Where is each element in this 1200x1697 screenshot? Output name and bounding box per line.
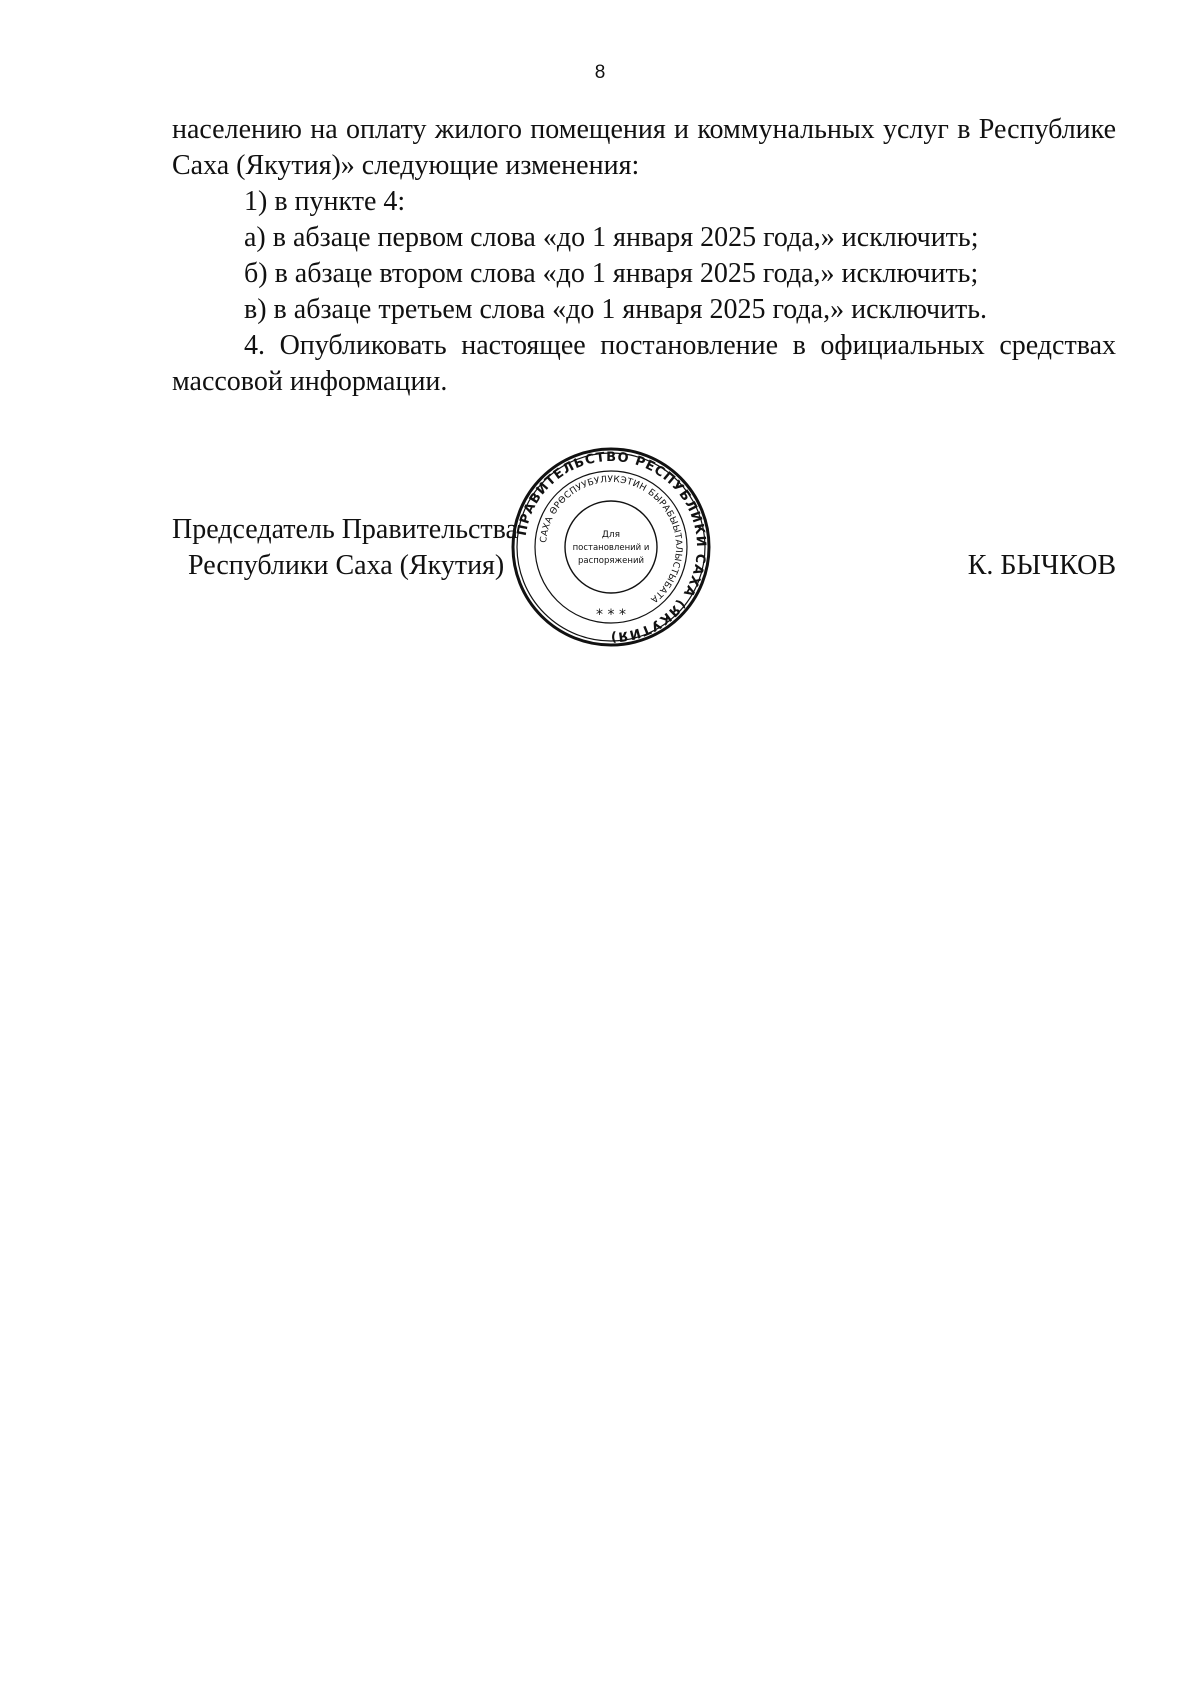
paragraph-intro-continuation: населению на оплату жилого помещения и коммунальных услуг в Республике Саха (Якутия)» следующие изменения:	[172, 114, 1116, 181]
seal-center-line2: постановлений и	[572, 543, 650, 553]
seal-stars: * * *	[596, 607, 626, 623]
seal-graphic	[511, 447, 711, 647]
paragraph-subitem-v: в) в абзаце третьем слова «до 1 января 2025 года,» исключить.	[244, 294, 988, 325]
official-seal	[511, 447, 711, 647]
document-body	[172, 112, 1116, 400]
seal-inner-text: САХА ӨРӨСПУУБУЛУКЭТИН БЫРАБЫЫТАЛЫСТЫБАТА	[539, 474, 684, 605]
signatory-title-line2: Республики Саха (Якутия)	[188, 550, 505, 581]
seal-center-line1: Для	[601, 530, 621, 540]
paragraph-subitem-a: а) в абзаце первом слова «до 1 января 2025 года,» исключить;	[244, 222, 979, 253]
paragraph-item-4-publish: 4. Опубликовать настоящее постановление в официальных средствах массовой информации.	[172, 330, 1116, 397]
page-number: 8	[594, 62, 606, 83]
seal-outer-text: ПРАВИТЕЛЬСТВО РЕСПУБЛИКИ САХА (ЯКУТИЯ)	[514, 449, 709, 645]
signatory-name: К. БЫЧКОВ	[967, 550, 1116, 581]
paragraph-subitem-b: б) в абзаце втором слова «до 1 января 2025 года,» исключить;	[244, 258, 979, 289]
paragraph-item-1: 1) в пункте 4:	[244, 186, 406, 217]
seal-center-line3: распоряжений	[577, 556, 645, 566]
signatory-title-line1: Председатель Правительства	[172, 514, 518, 545]
